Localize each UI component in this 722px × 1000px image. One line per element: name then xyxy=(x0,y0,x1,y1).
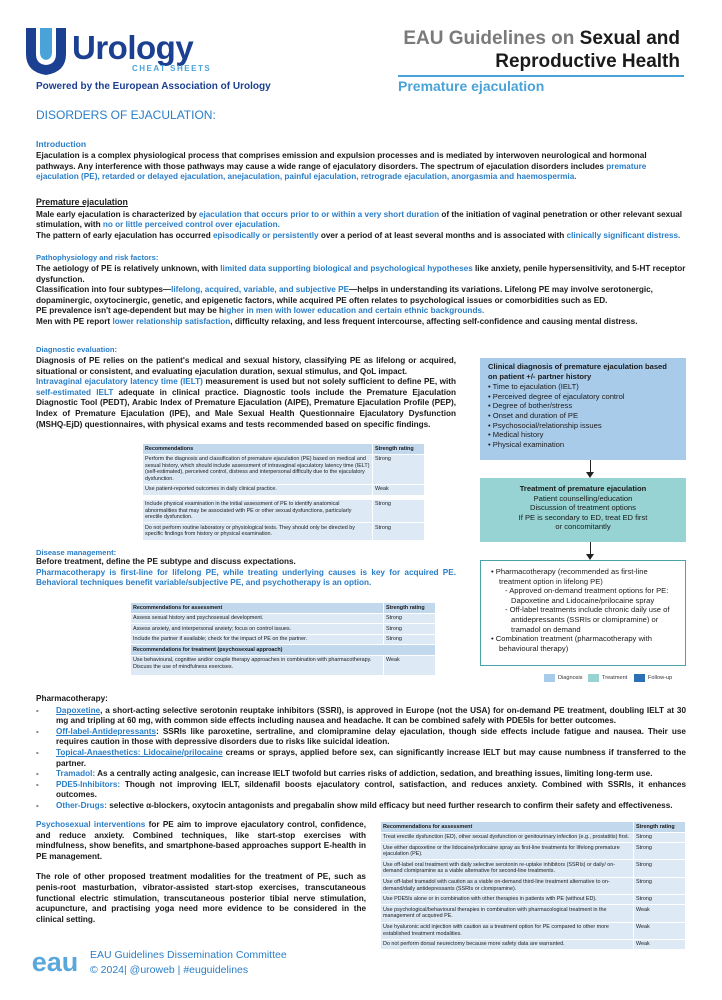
title-suffix: Sexual and xyxy=(579,28,680,49)
topic-title: Premature ejaculation xyxy=(398,78,545,94)
flow-item: • Time to ejaculation (IELT) xyxy=(488,382,579,392)
flow-option: • Combination treatment (pharmacotherapy with behavioural therapy) xyxy=(491,634,652,653)
disease-heading: Disease management: xyxy=(36,548,117,557)
intro-heading: Introduction xyxy=(36,139,87,149)
flow-diagnosis-title: Clinical diagnosis of premature ejaculation based on patient +/- partner history xyxy=(488,362,667,381)
flow-item: • Perceived degree of ejaculatory control xyxy=(488,391,625,401)
pharma-item: - PDE5-Inhibitors: Though not improving IELT, sildenafil boosts ejaculatory control, satisfaction, and reduces anxiety. Combined with SSRIs, it enhances outcomes. xyxy=(36,779,686,800)
psycho-section xyxy=(36,820,366,925)
flow-treatment-line: Discussion of treatment options xyxy=(530,503,636,513)
patho-section xyxy=(36,253,686,328)
footer-committee: EAU Guidelines Dissemination Committee xyxy=(90,949,287,961)
psychosexual-recommendations-table xyxy=(130,602,436,676)
legend-diagnosis: Diagnosis xyxy=(558,675,583,681)
pharma-section xyxy=(36,694,686,812)
svg-text:eau: eau xyxy=(31,947,79,977)
pe-section xyxy=(36,197,686,241)
table-row: Assess anxiety, and interpersonal anxiety; focus on control issues. Strong xyxy=(131,624,436,635)
patho-paragraph-4: Men with PE report lower relationship satisfaction, difficulty relaxing, and less frequent intercourse, affecting self-confidence and causing mental distress. xyxy=(36,316,638,326)
table-row: Use hyaluronic acid injection with caution as a treatment option for PE compared to other more established treatment modalities. Weak xyxy=(381,922,686,939)
diag-paragraph-2: Intravaginal ejaculatory latency time (IELT) measurement is used but not solely sufficient to define PE, with self-estimated IELT adequate in clinical practice. Diagnostic tools include the Premature Ejaculation Diagnostic Tool (PEDT), Arabic Index of Premature Ejaculation (AIPE), Premature Ejaculation Profile (PEP), Index of Premature Ejaculation (IPE), and Male Sexual Health Questionnaire Ejaculatory Dysfunction (MSHQ-EjD) questionnaires, with physical exams and tests recommended based on specific findings. xyxy=(36,377,457,429)
intro-section xyxy=(36,139,686,183)
disease-section xyxy=(36,548,456,589)
table-subheader: Recommendations for treatment (psychosexual approach) xyxy=(131,645,436,656)
patho-heading: Pathophysiology and risk factors: xyxy=(36,253,159,262)
flow-treatment-line: Patient counselling/education xyxy=(533,493,633,503)
diag-paragraph-1: Diagnosis of PE relies on the patient's medical and sexual history, classifying PE as lifelong or acquired, situational or consistent, and evaluating ejaculation duration, sexual stimulus, and QoL impact. xyxy=(36,356,456,376)
legend-treatment-swatch xyxy=(588,674,599,682)
shield-icon xyxy=(22,26,70,76)
powered-by: Powered by the European Association of Urology xyxy=(36,81,271,92)
legend-followup-swatch xyxy=(634,674,645,682)
pharma-heading: Pharmacotherapy: xyxy=(36,694,108,703)
flow-options-box xyxy=(480,560,686,666)
pharma-item: - Off-label-Antidepressants: SSRIs like paroxetine, sertraline, and clomipramine delay ejaculation, though side effects include fatigue and nausea. Their use requires caution in those with depressive disorders due to risks like suicidal ideation. xyxy=(36,726,686,747)
flow-item: • Psychosocial/relationship issues xyxy=(488,420,602,430)
table-row: Do not perform dorsal neurectomy because more safety data are warranted. Weak xyxy=(381,939,686,950)
flow-diagnosis-box xyxy=(480,358,686,460)
eau-logo xyxy=(28,947,82,977)
table-row: Use behavioural, cognitive and/or couple therapy approaches in combination with pharmacotherapy. Discuss the use of mindfulness exercises. Weak xyxy=(131,655,436,675)
legend-followup: Follow-up xyxy=(648,675,673,681)
flow-option: - Off-label treatments include chronic daily use of antidepressants (SSRIs or clomipramine) or tramadol on demand xyxy=(505,605,670,634)
table-row: Include the partner if available; check for the impact of PE on the partner. Strong xyxy=(131,634,436,645)
table-row: Use patient-reported outcomes in daily clinical practice. Weak xyxy=(143,484,425,495)
page-title-line2: Reproductive Health xyxy=(495,51,680,72)
flow-option: - Approved on-demand treatment options for PE: Dapoxetine and Lidocaine/prilocaine spray xyxy=(505,586,669,605)
disease-paragraph-1: Before treatment, define the PE subtype and discuss expectations. xyxy=(36,557,296,566)
title-prefix: EAU Guidelines on xyxy=(403,28,575,49)
treatment-recommendations-table xyxy=(380,821,686,950)
table-row: Use either dapoxetine or the lidocaine/prilocaine spray as first-line treatments for lifelong premature ejaculation (PE). Strong xyxy=(381,843,686,860)
pharma-item: - Tramadol: As a centrally acting analgesic, can increase IELT twofold but carries risks of addiction, sedation, and breathing issues, limiting long-term use. xyxy=(36,769,653,779)
flow-treatment-line: If PE is secondary to ED, treat ED first xyxy=(518,512,648,522)
pharma-item: - Other-Drugs: selective α-blockers, oxytocin antagonists and pregabalin show mild efficacy but need further research to confirm their safety and effectiveness. xyxy=(36,800,673,810)
flow-option: • Pharmacotherapy (recommended as first-line treatment option in lifelong PE) xyxy=(491,567,648,586)
table-header: Recommendations for assessment Strength rating xyxy=(131,603,436,614)
footer-copyright: © 2024| @uroweb | #euguidelines xyxy=(90,964,249,976)
psycho-paragraph-2: The role of other proposed treatment modalities for the treatment of PE, such as penis-root masturbation, vibrator-assisted start-stop exercises, transcutaneous functional electric stimulation, transcutaneous posterior tibial nerve stimulation, acupuncture, and practising yoga need more evidence to be considered in the clinical setting. xyxy=(36,872,366,924)
table-row: Treat erectile dysfunction (ED), other sexual dysfunction or genitourinary infection (e.g., prostatitis) first. Strong xyxy=(381,832,686,843)
flow-item: • Physical examination xyxy=(488,439,565,449)
patho-paragraph-1: The aetiology of PE is relatively unknown, with limited data supporting biological and psychological hypotheses like anxiety, penile hypersensitivity, and 5-HT receptor dysfunction. xyxy=(36,264,686,284)
flow-treatment-title: Treatment of premature ejaculation xyxy=(519,484,647,493)
flow-item: • Degree of bother/stress xyxy=(488,401,573,411)
patho-paragraph-2: Classification into four subtypes—lifelong, acquired, variable, and subjective PE—helps in understanding its variations. Lifelong PE may involve serotonergic, dopaminergic, oxytocinergic, genetic, and epigenetic factors, while acquired PE often relates to psychological issues or comorbidities such as ED. xyxy=(36,285,653,305)
page-title xyxy=(403,28,680,50)
diag-section xyxy=(36,345,456,430)
table-row: Use off-label tramadol with caution as a viable on-demand third-line treatment alternative to on-demand/daily antidepressants (SSRIs or clomipramine). Strong xyxy=(381,877,686,894)
table-row: Use psychological/behavioural therapies in combination with pharmacological treatment in the management of acquired PE. Weak xyxy=(381,905,686,922)
disease-paragraph-2: Pharmacotherapy is first-line for lifelong PE, while treating underlying causes is key for acquired PE. Behavioral techniques benefit variable/subjective PE, and psychotherapy is an option. xyxy=(36,567,456,588)
table-row: Assess sexual history and psychosexual development. Strong xyxy=(131,613,436,624)
title-divider xyxy=(398,75,684,77)
pe-paragraph-1: Male early ejaculation is characterized by ejaculation that occurs prior to or within a very short duration of the initiation of vaginal penetration or other relevant sexual stimulation, with no or little perceived control over ejaculation. xyxy=(36,209,683,230)
flow-treatment-box xyxy=(480,478,686,542)
pe-heading: Premature ejaculation xyxy=(36,197,128,207)
section-title: DISORDERS OF EJACULATION: xyxy=(36,108,216,122)
pharma-item: - Topical-Anaesthetics: Lidocaine/prilocaine creams or sprays, applied before sex, can significantly increase IELT but may cause numbness if transferred to the partner. xyxy=(36,747,686,768)
intro-paragraph: Ejaculation is a complex physiological process that comprises emission and expulsion processes and is mediated by interwoven neurological and hormonal pathways. Any interference with those pathways may cause a wide range of ejaculatory disorders. The spectrum of ejaculation disorders includes premature ejaculation (PE), retarded or delayed ejaculation, anejaculation, painful ejaculation, retrograde ejaculation, anorgasmia and haemospermia. xyxy=(36,151,647,182)
legend-treatment: Treatment xyxy=(602,675,628,681)
table-header: Recommendations Strength rating xyxy=(143,444,425,455)
pe-paragraph-2: The pattern of early ejaculation has occurred episodically or persistently over a period of at least several months and is associated with clinically significant distress. xyxy=(36,230,681,240)
flow-item: • Medical history xyxy=(488,430,544,440)
flow-item: • Onset and duration of PE xyxy=(488,410,579,420)
table-row: Do not perform routine laboratory or physiological tests. They should only be directed by specific findings from history or physical examination. Strong xyxy=(143,523,425,540)
legend-diagnosis-swatch xyxy=(544,674,555,682)
patho-paragraph-3: PE prevalence isn't age-dependent but may be higher in men with lower education and certain ethnic backgrounds. xyxy=(36,306,485,316)
logo-subtitle: CHEAT SHEETS xyxy=(132,64,212,73)
table-row: Use PDE5Is alone or in combination with other therapies in patients with PE (without ED). Strong xyxy=(381,894,686,905)
flow-treatment-line: or concomitantly xyxy=(555,522,611,532)
table-row: Perform the diagnosis and classification of premature ejaculation (PE) based on medical and sexual history, which should include assessment of intravaginal ejaculatory latency time (IELT) (self-estimated), perceived control, distress and interpersonal difficulty due to the ejaculatory dysfunction. Strong xyxy=(143,454,425,484)
table-row: Use off-label oral treatment with daily selective serotonin re-uptake inhibitors (SSRIs) or daily/ on-demand clomipramine as a viable alternative for second-line treatments. Strong xyxy=(381,860,686,877)
urology-logo xyxy=(22,26,232,76)
table-row: Include physical examination in the initial assessment of PE to identify anatomical abnormalities that may be associated with PE or other sexual dysfunctions, particularly erectile dysfunction. Strong xyxy=(143,499,425,523)
table-header: Recommendations for assessment Strength rating xyxy=(381,822,686,833)
pharma-item: - Dapoxetine, a short-acting selective serotonin reuptake inhibitors (SSRI), is approved in Europe (not the USA) for on-demand PE treatment, doubling IELT at 30 mg and tripling at 60 mg, with common side effects including nausea and headache. It can be combined safely with PDE5Is for better outcomes. xyxy=(36,705,686,726)
diagnosis-recommendations-table xyxy=(142,443,425,541)
diag-heading: Diagnostic evaluation: xyxy=(36,345,118,354)
logo-wordmark: Urology xyxy=(72,29,194,66)
psycho-paragraph-1: Psychosexual interventions for PE aim to improve ejaculatory control, confidence, and reduce anxiety. Combined techniques, like start-stop exercises with mindfulness, show benefits, and smartphone-based approaches support E-health in PE management. xyxy=(36,820,367,861)
